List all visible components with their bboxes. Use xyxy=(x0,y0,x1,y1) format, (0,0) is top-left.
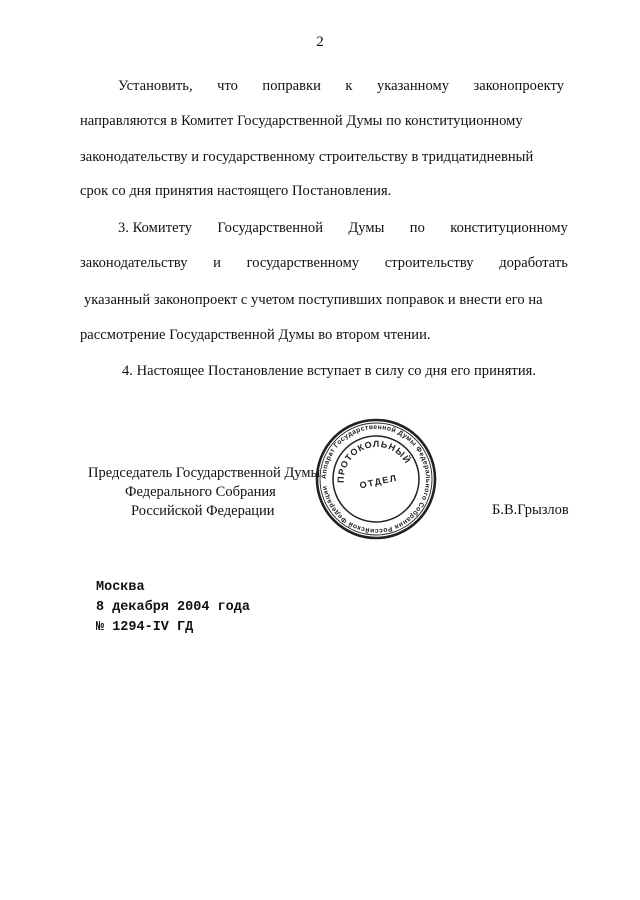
seal-outer-text: Аппарат Государственной Думы Федерального Собрания Российской Федерации xyxy=(320,423,432,535)
word: указанному xyxy=(376,78,450,94)
paragraph-2-line-1 xyxy=(118,220,568,237)
word: по xyxy=(409,220,425,236)
word: строительству xyxy=(384,255,474,271)
word: государственному xyxy=(246,255,360,271)
word: и xyxy=(213,255,221,271)
paragraph-2-line-4: рассмотрение Государственной Думы во втором чтении. xyxy=(80,327,431,343)
word: Думы xyxy=(348,220,385,236)
official-seal-stamp xyxy=(314,417,438,541)
word: Государственной xyxy=(217,220,324,236)
paragraph-3-line-1: 4. Настоящее Постановление вступает в силу со дня его принятия. xyxy=(122,363,537,379)
paragraph-2-line-2 xyxy=(80,255,568,272)
document-number: № 1294-IV ГД xyxy=(96,620,194,635)
paragraph-1-line-1 xyxy=(118,78,564,95)
paragraph-1-line-3: законодательству и государственному строительству в тридцатидневный xyxy=(80,149,534,165)
signatory-name: Б.В.Грызлов xyxy=(492,502,569,518)
word: законодательству xyxy=(80,255,188,271)
place-date-number-block xyxy=(96,578,250,638)
city: Москва xyxy=(96,580,145,595)
word: поправки xyxy=(262,78,321,94)
date: 8 декабря 2004 года xyxy=(96,600,250,615)
paragraph-2-line-3: указанный законопроект с учетом поступивших поправок и внести его на xyxy=(84,292,543,308)
word: что xyxy=(217,78,238,94)
page-number: 2 xyxy=(316,34,324,50)
paragraph-1-line-4: срок со дня принятия настоящего Постановления. xyxy=(80,183,392,199)
word: конституционному xyxy=(450,220,568,236)
word: законопроекту xyxy=(473,78,564,94)
paragraph-1-line-2: направляются в Комитет Государственной Думы по конституционному xyxy=(80,113,523,129)
word: Установить, xyxy=(118,78,193,94)
seal-inner-text: ПРОТОКОЛЬНЫЙ xyxy=(335,438,413,484)
seal-center-text: ОТДЕЛ xyxy=(358,472,399,491)
signature-title-line-2: Федерального Собрания xyxy=(125,484,276,500)
signature-title-line-1: Председатель Государственной Думы xyxy=(88,465,321,481)
word: доработать xyxy=(499,255,568,271)
word: к xyxy=(345,78,353,94)
word: 3. Комитету xyxy=(118,220,193,236)
signature-title-line-3: Российской Федерации xyxy=(131,503,275,519)
